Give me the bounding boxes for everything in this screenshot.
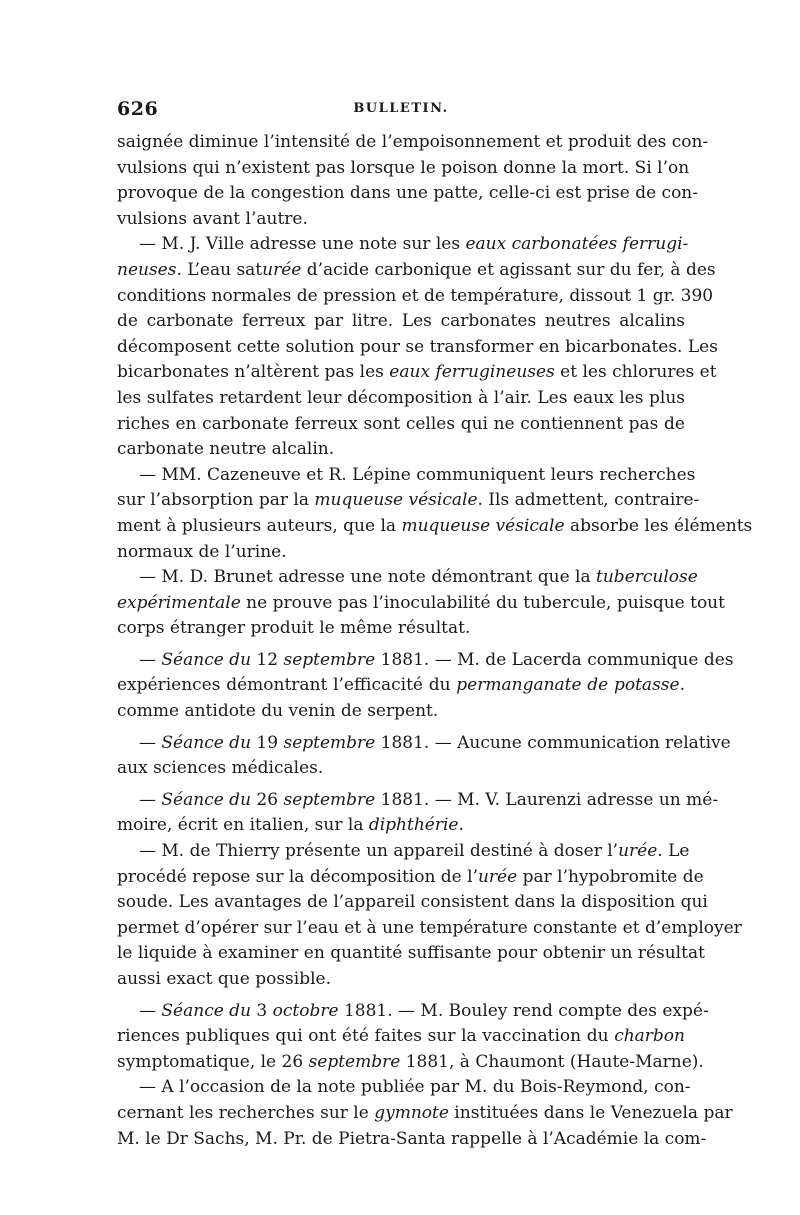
text-line: riences publiques qui ont été faites sur la vaccination du charbon [117, 1026, 685, 1047]
text-line: de carbonate ferreux par litre. Les carbonates neutres alcalins [117, 311, 685, 332]
text-line: vulsions avant l’autre. [117, 208, 308, 229]
text-line: procédé repose sur la décomposition de l’urée par l’hypobromite de [117, 866, 704, 887]
text-line: M. le Dr Sachs, M. Pr. de Pietra-Santa rappelle à l’Académie la com- [117, 1128, 707, 1149]
italic-phrase: eaux ferrugineuses [389, 362, 555, 383]
text-line: — Séance du 26 septembre 1881. — M. V. Laurenzi adresse un mé- [139, 789, 719, 810]
text-line: décomposent cette solution pour se transformer en bicarbonates. Les [117, 336, 718, 357]
text-line: neuses. L’eau saturée d’acide carbonique et agissant sur du fer, à des [117, 259, 716, 280]
italic-phrase: gymnote [374, 1102, 449, 1123]
text-line: provoque de la congestion dans une patte, celle-ci est prise de con- [117, 183, 699, 204]
italic-phrase: urée [477, 866, 518, 887]
text-line: symptomatique, le 26 septembre 1881, à Chaumont (Haute-Marne). [117, 1051, 704, 1072]
text-line: conditions normales de pression et de température, dissout 1 gr. 390 [117, 285, 714, 306]
text-line: sur l’absorption par la muqueuse vésicale. Ils admettent, contraire- [117, 490, 700, 511]
text-line: expérimentale ne prouve pas l’inoculabilité du tubercule, puisque tout [117, 592, 725, 613]
italic-phrase: diphthérie [368, 815, 459, 836]
text-line: — MM. Cazeneuve et R. Lépine communiquent leurs recherches [139, 464, 696, 485]
italic-phrase: Séance du [161, 649, 252, 670]
italic-phrase: septembre [283, 649, 376, 670]
text-line: carbonate neutre alcalin. [117, 439, 335, 460]
text-line: expériences démontrant l’efficacité du permanganate de potasse. [117, 675, 685, 696]
italic-phrase: permanganate de potasse [456, 675, 680, 696]
italic-phrase: urée [618, 841, 658, 862]
text-line: riches en carbonate ferreux sont celles qui ne contiennent pas de [117, 413, 685, 434]
italic-phrase: septembre [308, 1051, 401, 1072]
text-line: permet d’opérer sur l’eau et à une température constante et d’employer [117, 917, 742, 938]
text-line: aussi exact que possible. [117, 969, 331, 989]
text-line: — M. J. Ville adresse une note sur les eaux carbonatées ferrugi- [139, 234, 689, 255]
italic-phrase: septembre [283, 732, 376, 753]
page-number: 626 [117, 98, 159, 120]
text-line: comme antidote du venin de serpent. [117, 701, 439, 722]
italic-phrase: urée [262, 259, 302, 280]
italic-phrase: tuberculose [596, 567, 698, 588]
text-line: le liquide à examiner en quantité suffisante pour obtenir un résultat [117, 943, 705, 964]
text-line: — Séance du 19 septembre 1881. — Aucune communication relative [139, 732, 731, 753]
text-line: corps étranger produit le même résultat. [117, 618, 471, 639]
text-line: — Séance du 12 septembre 1881. — M. de Lacerda communique des [139, 649, 734, 670]
italic-phrase: muqueuse vésicale [401, 515, 565, 536]
italic-phrase: expérimentale [117, 592, 241, 613]
italic-phrase: septembre [283, 789, 376, 810]
text-line: bicarbonates n’altèrent pas les eaux ferrugineuses et les chlorures et [117, 362, 717, 383]
italic-phrase: muqueuse vésicale [314, 490, 478, 511]
text-line: — Séance du 3 octobre 1881. — M. Bouley rend compte des expé- [139, 1000, 709, 1021]
italic-phrase: Séance du [161, 732, 252, 753]
italic-phrase: neuses [117, 259, 177, 280]
text-line: saignée diminue l’intensité de l’empoisonnement et produit des con- [117, 132, 709, 152]
body-text [117, 130, 753, 1152]
italic-phrase: octobre [272, 1000, 339, 1021]
text-line: normaux de l’urine. [117, 541, 287, 562]
italic-phrase: charbon [614, 1026, 685, 1047]
italic-phrase: Séance du [161, 789, 252, 810]
text-line: aux sciences médicales. [117, 758, 324, 779]
text-line: — M. de Thierry présente un appareil destiné à doser l’urée. Le [139, 841, 690, 862]
page-header [117, 98, 685, 124]
text-line: cernant les recherches sur le gymnote instituées dans le Venezuela par [117, 1102, 733, 1123]
text-line: vulsions qui n’existent pas lorsque le poison donne la mort. Si l’on [117, 157, 690, 178]
italic-phrase: eaux carbonatées ferrugi- [465, 234, 689, 255]
text-line: — A l’occasion de la note publiée par M. du Bois-Reymond, con- [139, 1077, 691, 1098]
text-line: — M. D. Brunet adresse une note démontrant que la tuberculose [139, 567, 698, 588]
italic-phrase: Séance du [161, 1000, 252, 1021]
text-line: soude. Les avantages de l’appareil consistent dans la disposition qui [117, 892, 708, 913]
text-line: ment à plusieurs auteurs, que la muqueuse vésicale absorbe les éléments [117, 515, 753, 536]
running-head: BULLETIN. [353, 101, 449, 116]
text-line: moire, écrit en italien, sur la diphthérie. [117, 815, 464, 836]
text-line: les sulfates retardent leur décomposition à l’air. Les eaux les plus [117, 387, 685, 408]
